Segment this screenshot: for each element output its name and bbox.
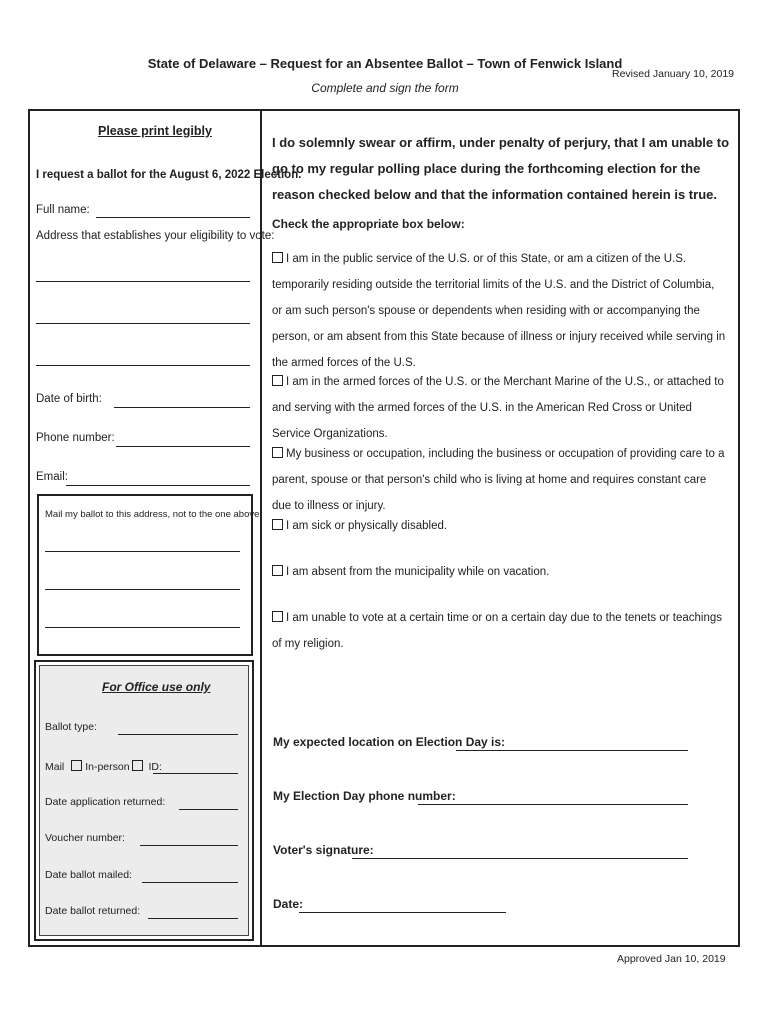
check-heading: Check the appropriate box below:	[272, 217, 465, 231]
address-label: Address that establishes your eligibility to vote:	[36, 230, 275, 242]
reason-armed-forces	[272, 369, 727, 447]
address-line-2[interactable]	[36, 323, 250, 324]
reason-business	[272, 441, 727, 519]
reason-4-text: I am sick or physically disabled.	[286, 520, 448, 532]
date-mailed-label: Date ballot mailed:	[45, 869, 132, 881]
reason-3-text: My business or occupation, including the business or occupation of providing care to a parent, spouse or that person's child who is living at home and requires constant care due to illness or injury.	[272, 448, 725, 512]
reason-2-checkbox[interactable]	[272, 375, 283, 386]
in-person-label: In-person	[85, 761, 130, 773]
phone-label: Phone number:	[36, 432, 115, 444]
email-field[interactable]	[66, 485, 250, 486]
election-request: I request a ballot for the August 6, 2022 Election.	[36, 169, 302, 181]
date-returned-label: Date application returned:	[45, 796, 166, 808]
full-name-field[interactable]	[96, 217, 250, 218]
reason-4-checkbox[interactable]	[272, 519, 283, 530]
alt-address-line-1[interactable]	[45, 551, 240, 552]
reason-2-text: I am in the armed forces of the U.S. or the Merchant Marine of the U.S., or attached to and serving with the armed forces of the U.S. in the American Red Cross or United Service Organizations.	[272, 376, 724, 440]
email-label: Email:	[36, 471, 68, 483]
id-field[interactable]	[153, 773, 238, 774]
dob-label: Date of birth:	[36, 393, 102, 405]
reason-sick	[272, 513, 727, 539]
mail-label: Mail	[45, 761, 65, 773]
reason-religion	[272, 605, 727, 657]
office-use-heading: For Office use only	[102, 680, 211, 694]
alt-address-line-2[interactable]	[45, 589, 240, 590]
address-line-3[interactable]	[36, 365, 250, 366]
reason-5-text: I am absent from the municipality while on vacation.	[286, 566, 550, 578]
dob-field[interactable]	[114, 407, 250, 408]
reason-6-checkbox[interactable]	[272, 611, 283, 622]
ballot-returned-label: Date ballot returned:	[45, 905, 141, 917]
in-person-checkbox[interactable]	[132, 760, 143, 771]
ballot-returned-field[interactable]	[148, 918, 238, 919]
phone-field[interactable]	[116, 446, 250, 447]
alt-address-line-3[interactable]	[45, 627, 240, 628]
revised-date: Revised January 10, 2019	[612, 68, 734, 80]
signature-label: Voter's signature:	[273, 843, 374, 857]
approved-date: Approved Jan 10, 2019	[617, 953, 726, 965]
location-field[interactable]	[456, 750, 688, 751]
date-label: Date:	[273, 897, 304, 911]
date-returned-field[interactable]	[179, 809, 238, 810]
id-label: ID:	[148, 761, 162, 773]
reason-5-checkbox[interactable]	[272, 565, 283, 576]
election-phone-field[interactable]	[418, 804, 688, 805]
reason-1-checkbox[interactable]	[272, 252, 283, 263]
reason-6-text: I am unable to vote at a certain time or on a certain day due to the tenets or teachings of my religion.	[272, 612, 722, 650]
reason-3-checkbox[interactable]	[272, 447, 283, 458]
date-mailed-field[interactable]	[142, 882, 238, 883]
oath-statement: I do solemnly swear or affirm, under penalty of perjury, that I am unable to go to my regular polling place during the forthcoming election for the reason checked below and that the information contained herein is true.	[272, 135, 730, 202]
voucher-label: Voucher number:	[45, 832, 125, 844]
print-legibly-heading: Please print legibly	[98, 124, 212, 138]
signature-field[interactable]	[352, 858, 688, 859]
election-phone-label: My Election Day phone number:	[273, 789, 456, 803]
address-line-1[interactable]	[36, 281, 250, 282]
mail-row	[45, 760, 162, 773]
date-field[interactable]	[299, 912, 506, 913]
ballot-type-label: Ballot type:	[45, 721, 97, 733]
reason-1-text: I am in the public service of the U.S. or of this State, or am a citizen of the U.S. temporarily residing outside the territorial limits of the U.S. and the District of Columbia, or am such person's spouse or dependents when residing with or accompanying the person, or am absent from this State because of illness or injury received while serving in the armed forces of the U.S.	[272, 253, 726, 369]
full-name-label: Full name:	[36, 204, 90, 216]
mail-note: Mail my ballot to this address, not to the one above:	[45, 509, 263, 520]
location-label: My expected location on Election Day is:	[273, 735, 506, 749]
form-subtitle: Complete and sign the form	[311, 81, 459, 95]
mail-checkbox[interactable]	[71, 760, 82, 771]
form-title: State of Delaware – Request for an Absentee Ballot – Town of Fenwick Island	[147, 56, 623, 71]
ballot-type-field[interactable]	[118, 734, 238, 735]
reason-vacation	[272, 559, 727, 585]
reason-public-service	[272, 246, 727, 376]
voucher-field[interactable]	[140, 845, 238, 846]
